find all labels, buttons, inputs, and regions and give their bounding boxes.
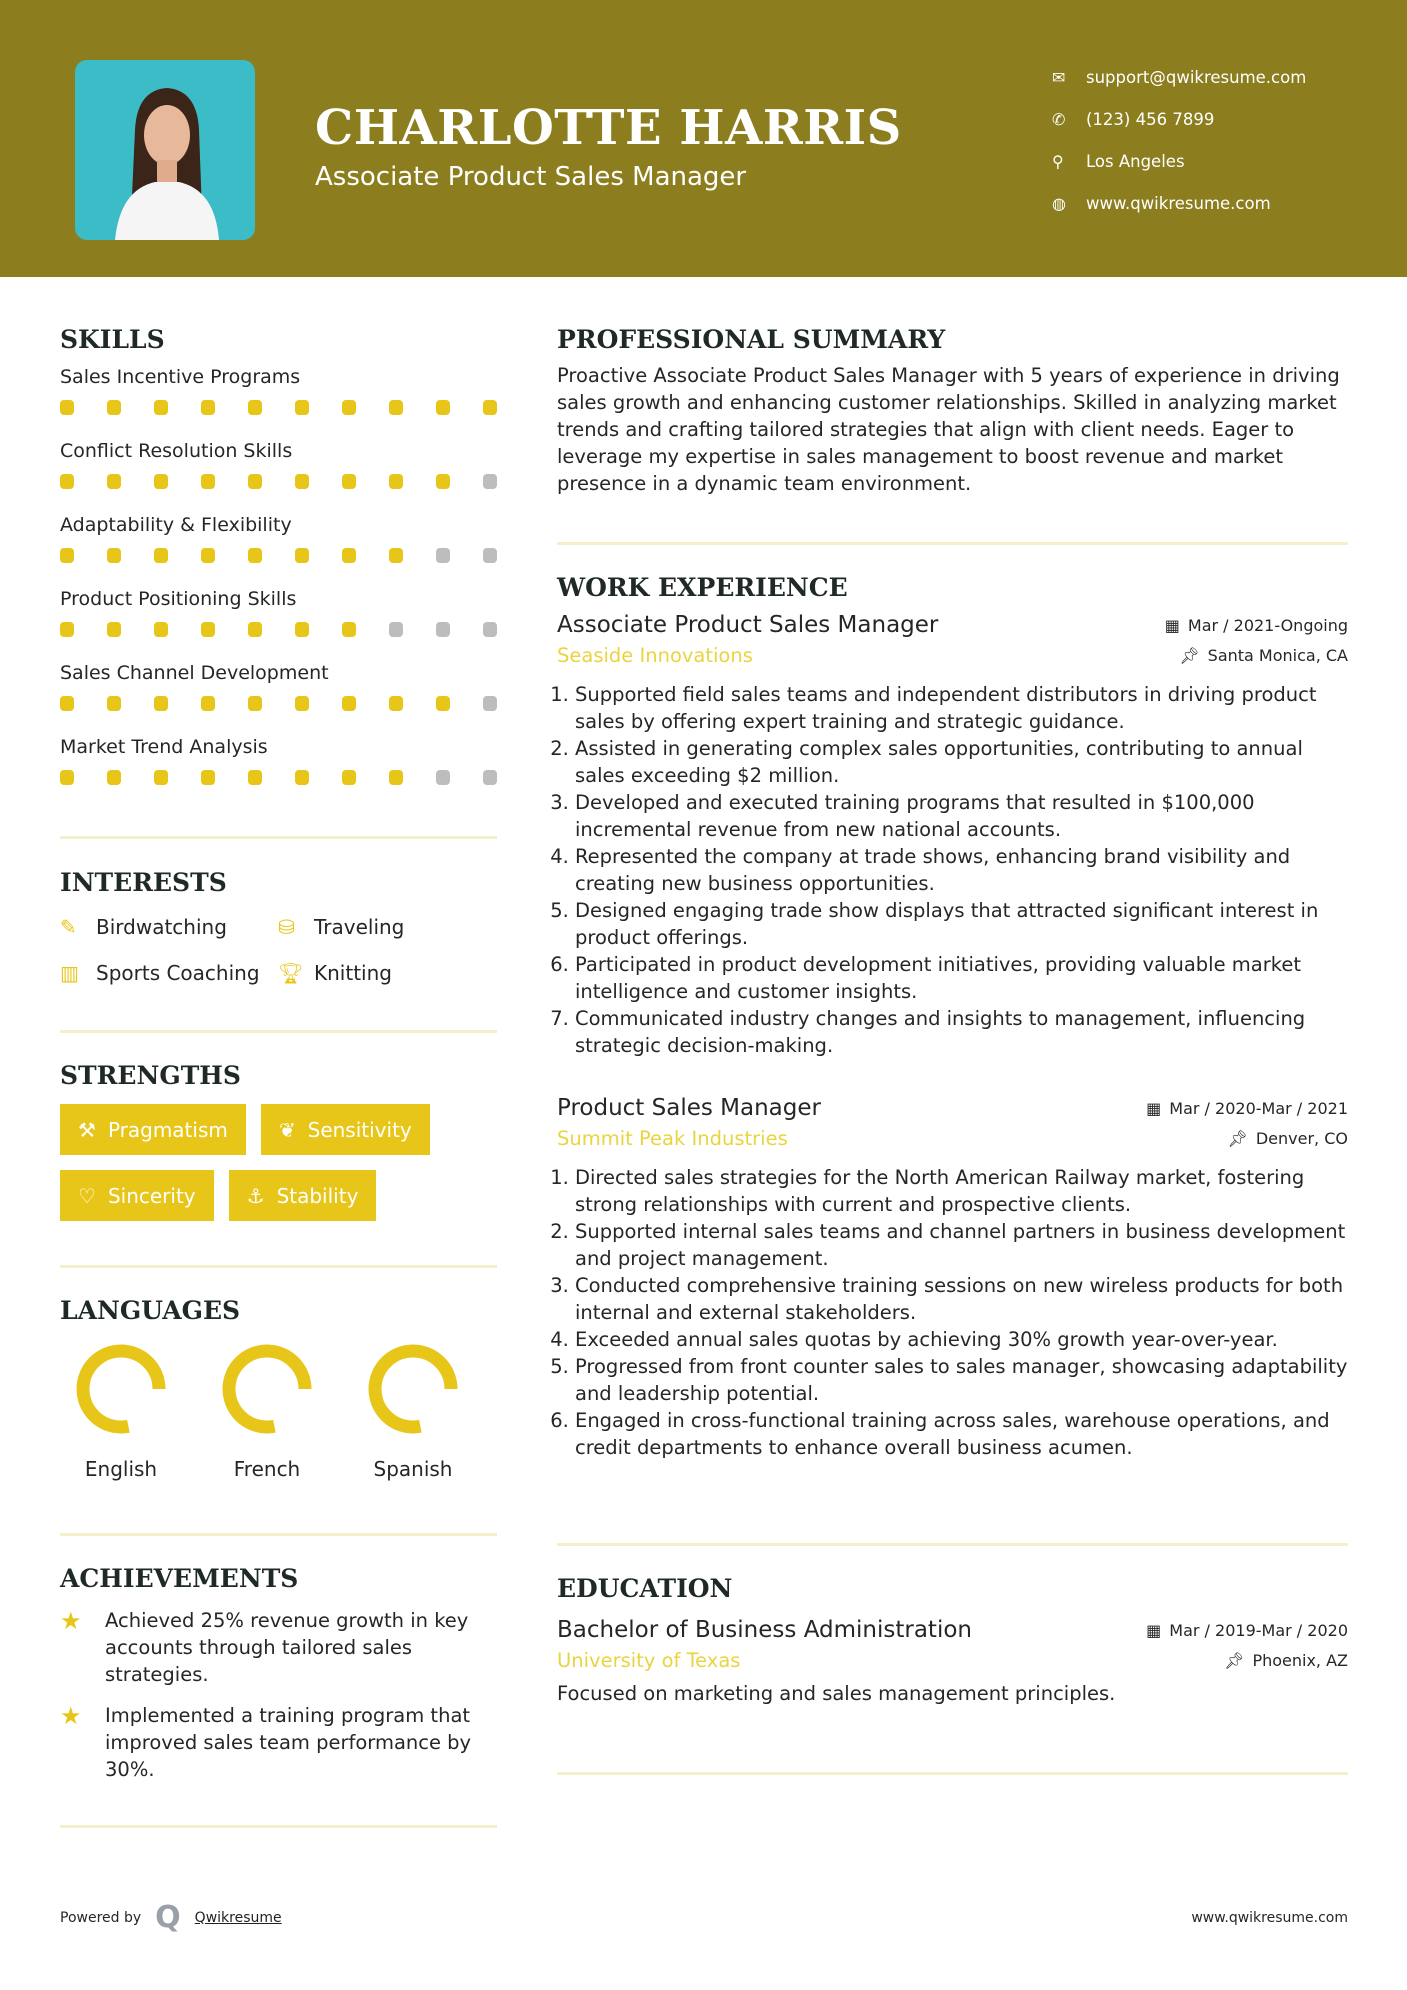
rating-dot <box>295 474 309 489</box>
skills-heading: SKILLS <box>60 325 165 354</box>
candidate-title: Associate Product Sales Manager <box>315 162 747 192</box>
language-label: French <box>233 1457 301 1481</box>
rating-dot <box>154 474 168 489</box>
job-bullet: 6. Participated in product development initiatives, providing valuable market intelligence and customer insights. <box>575 951 1348 1005</box>
skill-label: Product Positioning Skills <box>60 588 297 610</box>
rating-dot <box>436 770 450 785</box>
pin-icon: 📌︎ <box>1179 646 1200 665</box>
divider <box>557 542 1348 545</box>
language-label: English <box>84 1457 158 1481</box>
rating-dot <box>154 548 168 563</box>
leaf-icon: ❦ <box>278 1117 296 1142</box>
rating-dot <box>342 474 356 489</box>
language-item <box>214 1339 320 1481</box>
divider <box>60 1030 497 1033</box>
strength-tag: ♡ Sincerity <box>60 1170 214 1221</box>
languages-section <box>60 1296 497 1481</box>
skill-rating <box>60 540 497 584</box>
heart-icon: ♡ <box>78 1183 96 1208</box>
rating-dot <box>483 770 497 785</box>
education-description: Focused on marketing and sales management principles. <box>557 1682 1116 1705</box>
rating-dot <box>60 400 74 415</box>
trophy-icon: 🏆︎ <box>278 961 304 985</box>
job-location: Denver, CO <box>1255 1129 1348 1148</box>
job-location: Santa Monica, CA <box>1207 646 1348 665</box>
contact-phone: ✆ (123) 456 7899 <box>1052 109 1215 129</box>
summary-heading: PROFESSIONAL SUMMARY <box>557 325 946 354</box>
skill-item <box>60 362 497 436</box>
summary-text: Proactive Associate Product Sales Manager with 5 years of experience in driving sales growth and enhancing customer relationships. Skilled in analyzing market trends and crafting tailored strategies that align with client needs. Eager to leverage my expertise in sales management to boost revenue and market presence in a dynamic team environment. <box>557 364 1340 495</box>
achievements-heading: ACHIEVEMENTS <box>60 1564 299 1593</box>
phone-icon: ✆ <box>1052 109 1066 129</box>
language-arc <box>229 1351 305 1427</box>
rating-dot <box>60 622 74 637</box>
job-date: Mar / 2020-Mar / 2021 <box>1169 1098 1348 1118</box>
rating-dot <box>389 622 403 637</box>
gavel-icon: ⚒ <box>78 1117 96 1142</box>
job-date: Mar / 2021-Ongoing <box>1187 615 1348 635</box>
job-bullet: 1. Supported field sales teams and independent distributors in driving product sales by offering expert training and strategic guidance. <box>575 681 1348 735</box>
job-bullet: 6. Engaged in cross-functional training across sales, warehouse operations, and credit departments to enhance overall business acumen. <box>575 1407 1348 1461</box>
edit-icon: ✎ <box>60 915 77 939</box>
job-bullets <box>557 681 1348 1059</box>
education-heading: EDUCATION <box>557 1574 733 1603</box>
skill-item <box>60 584 497 658</box>
rating-dot <box>436 474 450 489</box>
skill-rating <box>60 688 497 732</box>
job-entry <box>557 612 1348 1059</box>
rating-dot <box>295 696 309 711</box>
rating-dot <box>483 474 497 489</box>
language-label: Spanish <box>373 1457 453 1481</box>
rating-dot <box>60 770 74 785</box>
rating-dot <box>342 696 356 711</box>
skill-item <box>60 436 497 510</box>
rating-dot <box>107 548 121 563</box>
rating-dot <box>107 622 121 637</box>
rating-dot <box>295 400 309 415</box>
rating-dot <box>107 770 121 785</box>
divider <box>60 836 497 839</box>
rating-dot <box>389 696 403 711</box>
rating-dot <box>60 474 74 489</box>
language-arc <box>83 1351 159 1427</box>
skill-label: Sales Incentive Programs <box>60 366 301 388</box>
rating-dot <box>248 474 262 489</box>
interests-heading: INTERESTS <box>60 868 227 897</box>
envelope-icon: ✉ <box>1052 67 1066 87</box>
strengths-section <box>60 1061 497 1221</box>
skill-label: Market Trend Analysis <box>60 736 268 758</box>
star-icon: ★ <box>60 1607 82 1635</box>
map-marker-icon: ⚲ <box>1052 151 1064 171</box>
rating-dot <box>342 548 356 563</box>
experience-heading: WORK EXPERIENCE <box>557 573 848 602</box>
contact-list <box>1052 56 1306 224</box>
language-arc <box>375 1351 451 1427</box>
rating-dot <box>295 622 309 637</box>
language-item <box>360 1339 466 1481</box>
footer-website[interactable]: www.qwikresume.com <box>1191 1909 1348 1926</box>
binoculars-icon: ⛁ <box>278 915 295 939</box>
rating-dot <box>483 696 497 711</box>
divider <box>60 1533 497 1536</box>
job-bullets <box>557 1164 1348 1461</box>
skill-label: Conflict Resolution Skills <box>60 440 293 462</box>
job-bullet: 7. Communicated industry changes and insights to management, influencing strategic decision-making. <box>575 1005 1348 1059</box>
suitcase-icon: ▥ <box>60 961 79 985</box>
rating-dot <box>201 696 215 711</box>
contact-website[interactable]: ◍ www.qwikresume.com <box>1052 193 1271 213</box>
interests-section <box>60 868 497 989</box>
strength-tag: ❦ Sensitivity <box>261 1104 430 1155</box>
star-icon: ★ <box>60 1702 82 1730</box>
rating-dot <box>342 622 356 637</box>
contact-location: ⚲ Los Angeles <box>1052 151 1185 171</box>
rating-dot <box>154 770 168 785</box>
rating-dot <box>342 770 356 785</box>
language-item <box>68 1339 174 1481</box>
language-proficiency-ring <box>217 1339 317 1439</box>
strength-tag: ⚓ Stability <box>229 1170 377 1221</box>
rating-dot <box>154 622 168 637</box>
rating-dot <box>389 770 403 785</box>
header <box>0 0 1407 277</box>
divider <box>557 1772 1348 1775</box>
rating-dot <box>201 548 215 563</box>
job-bullet: 3. Developed and executed training programs that resulted in $100,000 incremental revenue from new national accounts. <box>575 789 1348 843</box>
rating-dot <box>60 696 74 711</box>
rating-dot <box>248 696 262 711</box>
rating-dot <box>342 400 356 415</box>
job-bullet: 2. Supported internal sales teams and channel partners in business development and project management. <box>575 1218 1348 1272</box>
company-name: Summit Peak Industries <box>557 1127 788 1150</box>
job-bullet: 1. Directed sales strategies for the North American Railway market, fostering strong relationships with current and prospective clients. <box>575 1164 1348 1218</box>
skills-section <box>60 325 497 806</box>
skill-item <box>60 510 497 584</box>
profile-photo <box>75 60 255 240</box>
job-bullet: 5. Progressed from front counter sales to sales manager, showcasing adaptability and leadership potential. <box>575 1353 1348 1407</box>
qwikresume-link[interactable]: Qwikresume <box>194 1909 282 1926</box>
rating-dot <box>201 622 215 637</box>
candidate-name: CHARLOTTE HARRIS <box>315 100 902 156</box>
pin-icon: 📌︎ <box>1227 1129 1248 1148</box>
skill-rating <box>60 762 497 806</box>
skill-label: Adaptability & Flexibility <box>60 514 292 536</box>
rating-dot <box>295 548 309 563</box>
school: University of Texas <box>557 1649 741 1672</box>
rating-dot <box>248 770 262 785</box>
rating-dot <box>107 474 121 489</box>
experience-section <box>557 573 1348 1501</box>
rating-dot <box>248 622 262 637</box>
job-bullet: 3. Conducted comprehensive training sessions on new wireless products for both internal and external stakeholders. <box>575 1272 1348 1326</box>
summary-section <box>557 325 1348 497</box>
interest-item: ▥ Sports Coaching <box>60 961 260 985</box>
rating-dot <box>483 622 497 637</box>
rating-dot <box>389 474 403 489</box>
job-title: Product Sales Manager <box>557 1095 821 1121</box>
divider <box>60 1825 497 1828</box>
languages-heading: LANGUAGES <box>60 1296 241 1325</box>
interest-item: ⛁ Traveling <box>278 915 405 939</box>
anchor-icon: ⚓ <box>246 1183 265 1208</box>
language-proficiency-ring <box>71 1339 171 1439</box>
rating-dot <box>60 548 74 563</box>
contact-email[interactable]: ✉ support@qwikresume.com <box>1052 67 1307 87</box>
rating-dot <box>201 474 215 489</box>
job-bullet: 4. Represented the company at trade shows, enhancing brand visibility and creating new business opportunities. <box>575 843 1348 897</box>
calendar-icon: ▦ <box>1164 615 1180 635</box>
skill-item <box>60 732 497 806</box>
job-title: Associate Product Sales Manager <box>557 612 939 638</box>
skill-item <box>60 658 497 732</box>
rating-dot <box>295 770 309 785</box>
rating-dot <box>248 548 262 563</box>
rating-dot <box>201 770 215 785</box>
divider <box>60 1265 497 1268</box>
rating-dot <box>436 400 450 415</box>
rating-dot <box>436 622 450 637</box>
job-bullet: 5. Designed engaging trade show displays that attracted significant interest in product offerings. <box>575 897 1348 951</box>
strengths-heading: STRENGTHS <box>60 1061 241 1090</box>
language-proficiency-ring <box>363 1339 463 1439</box>
calendar-icon: ▦ <box>1146 1620 1162 1640</box>
rating-dot <box>483 548 497 563</box>
qwikresume-logo-icon: Q <box>155 1900 181 1935</box>
rating-dot <box>248 400 262 415</box>
achievement-item: ★ Achieved 25% revenue growth in key accounts through tailored sales strategies. <box>60 1607 469 1686</box>
pin-icon: 📌︎ <box>1224 1651 1245 1670</box>
rating-dot <box>389 400 403 415</box>
strength-tag: ⚒ Pragmatism <box>60 1104 246 1155</box>
rating-dot <box>389 548 403 563</box>
achievement-item: ★ Implemented a training program that improved sales team performance by 30%. <box>60 1702 472 1781</box>
skill-rating <box>60 614 497 658</box>
footer <box>60 1900 1348 1935</box>
rating-dot <box>107 400 121 415</box>
job-bullet: 2. Assisted in generating complex sales opportunities, contributing to annual sales exceeding $2 million. <box>575 735 1348 789</box>
interest-item: ✎ Birdwatching <box>60 915 227 939</box>
calendar-icon: ▦ <box>1146 1098 1162 1118</box>
rating-dot <box>436 696 450 711</box>
skill-label: Sales Channel Development <box>60 662 329 684</box>
company-name: Seaside Innovations <box>557 644 753 667</box>
divider <box>557 1543 1348 1546</box>
rating-dot <box>483 400 497 415</box>
skill-rating <box>60 392 497 436</box>
rating-dot <box>201 400 215 415</box>
rating-dot <box>154 696 168 711</box>
rating-dot <box>107 696 121 711</box>
rating-dot <box>154 400 168 415</box>
job-bullet: 4. Exceeded annual sales quotas by achieving 30% growth year-over-year. <box>575 1326 1348 1353</box>
powered-by-label: Powered by <box>60 1909 142 1926</box>
globe-icon: ◍ <box>1052 193 1066 213</box>
education-section: EDUCATION Bachelor of Business Administration ▦ Mar / 2019-Mar / 2020 University of Texas 📌︎ Phoenix, AZ Focused on marketing and sales management principles. <box>557 1574 1348 1705</box>
achievements-section <box>60 1564 497 1797</box>
job-entry <box>557 1095 1348 1461</box>
skill-rating <box>60 466 497 510</box>
interest-item: 🏆︎ Knitting <box>278 961 392 985</box>
rating-dot <box>436 548 450 563</box>
degree: Bachelor of Business Administration <box>557 1617 972 1643</box>
